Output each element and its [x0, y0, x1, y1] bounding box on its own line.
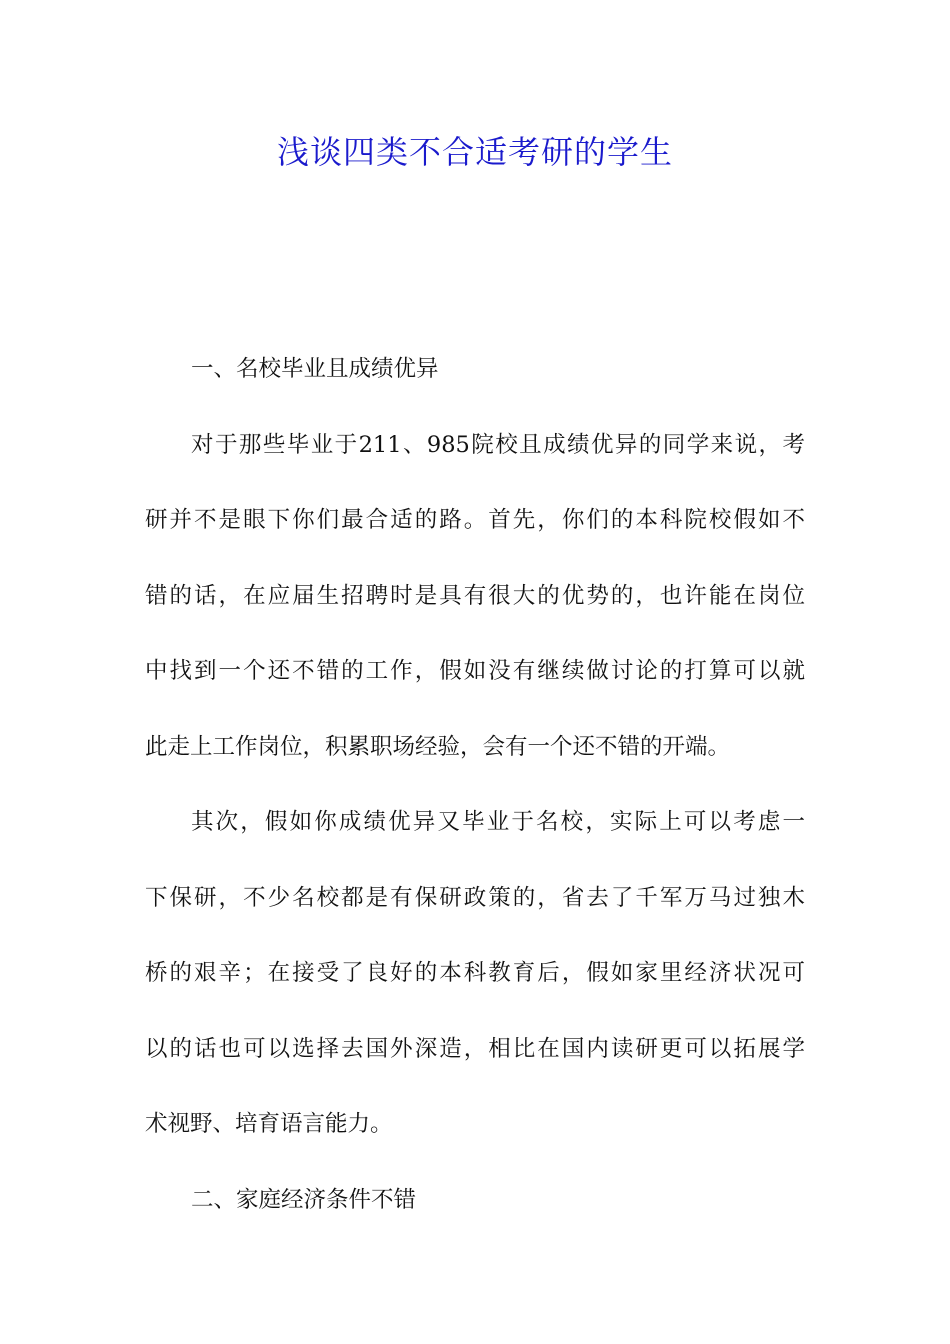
- paragraph-line: 研并不是眼下你们最合适的路。首先，你们的本科院校假如不: [145, 507, 805, 533]
- paragraph-line: 下保研，不少名校都是有保研政策的，省去了千军万马过独木: [145, 884, 805, 911]
- paragraph-line: 此走上工作岗位，积累职场经验，会有一个还不错的开端。: [145, 733, 731, 760]
- paragraph-line: 中找到一个还不错的工作，假如没有继续做讨论的打算可以就: [145, 658, 805, 684]
- paragraph-line: 对于那些毕业于211、985院校且成绩优异的同学来说，考: [191, 431, 805, 458]
- paragraph-line: 术视野、培育语言能力。: [145, 1111, 393, 1137]
- section-heading-1: 一、名校毕业且成绩优异: [191, 356, 439, 382]
- paragraph-line: 其次，假如你成绩优异又毕业于名校，实际上可以考虑一: [191, 809, 805, 835]
- document-body: [145, 332, 805, 1238]
- document-title: 浅谈四类不合适考研的学生: [276, 133, 673, 171]
- paragraph-line: 桥的艰辛；在接受了良好的本科教育后，假如家里经济状况可: [145, 960, 805, 986]
- paragraph-line: 以的话也可以选择去国外深造，相比在国内读研更可以拓展学: [145, 1035, 805, 1062]
- section-heading-2: 二、家庭经济条件不错: [191, 1186, 417, 1213]
- paragraph-line: 错的话，在应届生招聘时是具有很大的优势的，也许能在岗位: [145, 582, 805, 609]
